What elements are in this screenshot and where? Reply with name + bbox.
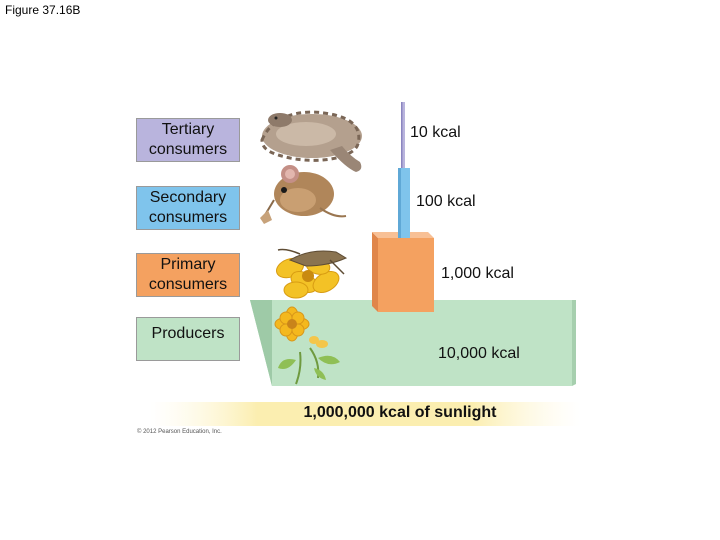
tertiary-consumers-label xyxy=(136,118,240,162)
secondary-consumers-text: Secondary consumers xyxy=(148,189,228,226)
copyright-notice: © 2012 Pearson Education, Inc. xyxy=(137,429,222,435)
mouse-icon xyxy=(260,165,346,224)
tertiary-consumers-block xyxy=(401,102,405,168)
producers-text: Producers xyxy=(151,325,225,342)
rattlesnake-icon xyxy=(262,112,362,172)
producers-label xyxy=(136,317,240,361)
sunlight-energy-value: 1,000,000 kcal of sunlight xyxy=(303,404,497,421)
tertiary-energy-value: 10 kcal xyxy=(410,124,461,141)
grasshopper-on-flower-icon xyxy=(274,250,346,299)
primary-energy-value: 1,000 kcal xyxy=(441,265,514,282)
figure-label: Figure 37.16B xyxy=(5,3,81,17)
primary-consumers-text: Primary consumers xyxy=(148,256,228,293)
primary-consumers-block xyxy=(372,232,434,312)
secondary-energy-value: 100 kcal xyxy=(416,193,476,210)
producers-energy-value: 10,000 kcal xyxy=(438,345,520,362)
primary-consumers-label xyxy=(136,253,240,297)
tertiary-consumers-text: Tertiary consumers xyxy=(148,121,228,158)
secondary-consumers-block xyxy=(398,168,410,238)
secondary-consumers-label xyxy=(136,186,240,230)
